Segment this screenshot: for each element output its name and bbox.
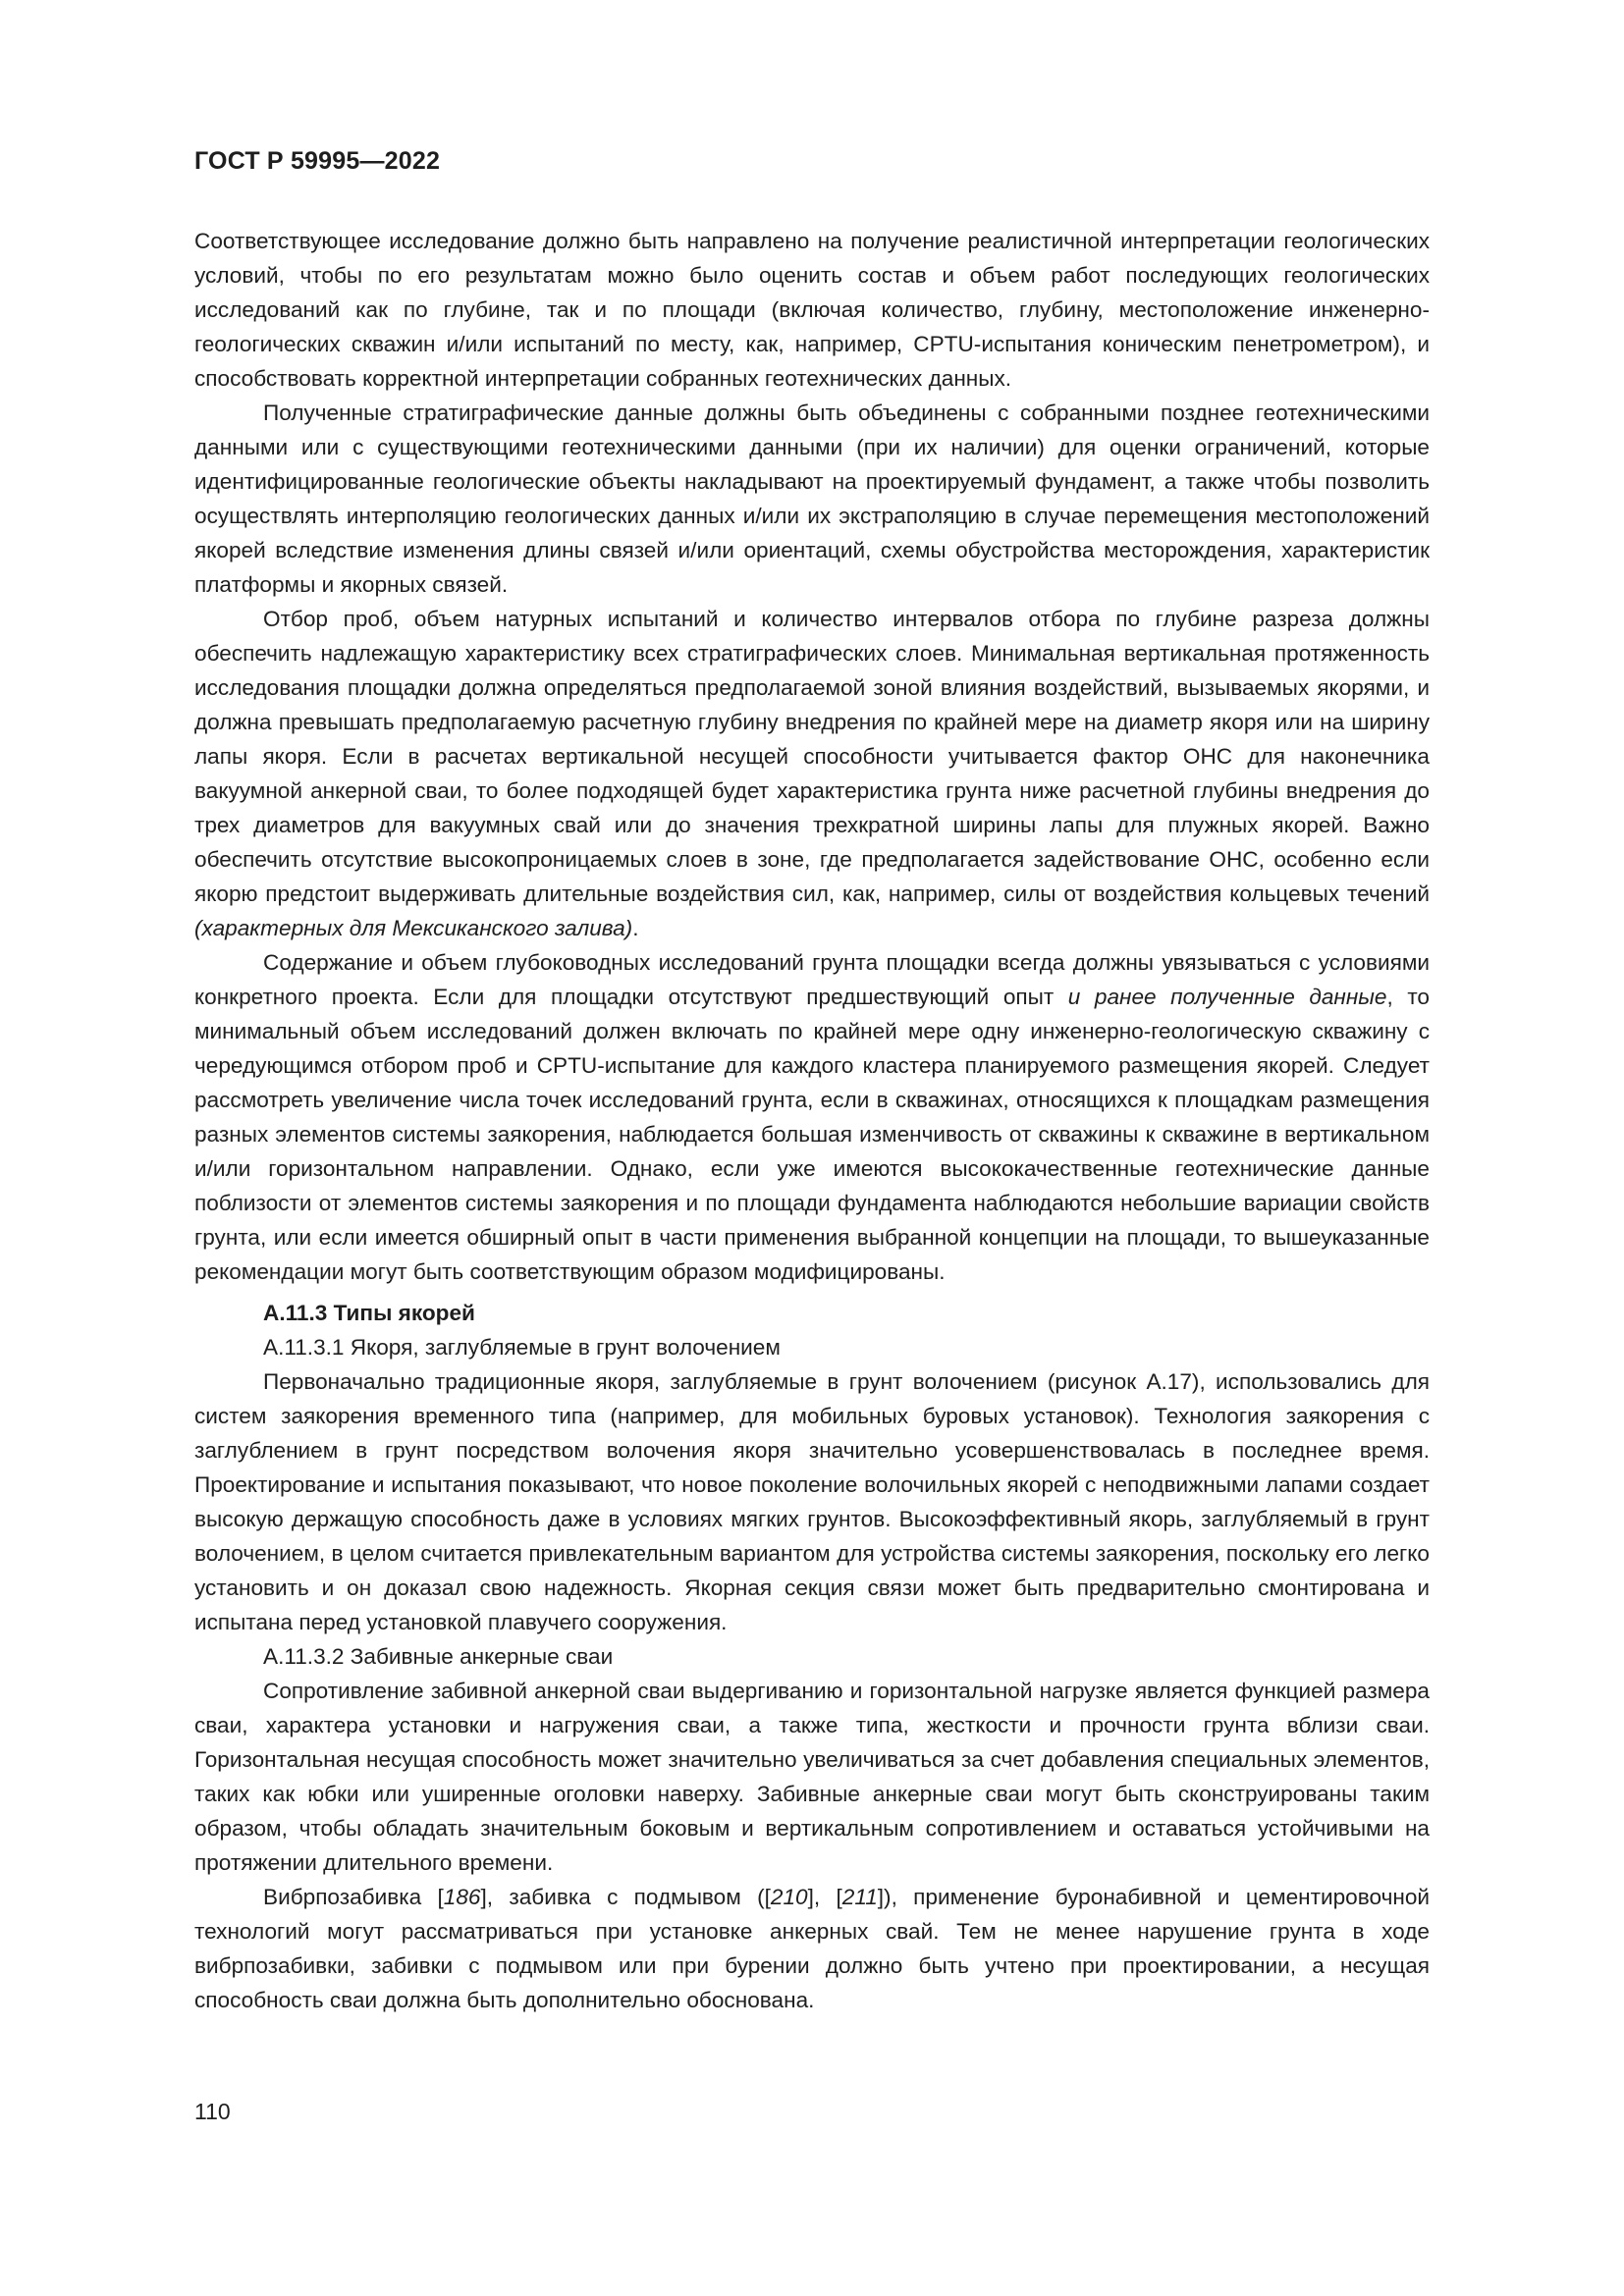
paragraph-4-start: Содержание и объем глубоководных исследований грунта площадки всегда должны увязываться с условиями конкретного проекта. Если для площадки отсутствуют предшествующий опыт [194, 950, 1430, 1009]
paragraph-3 [194, 602, 1430, 945]
paragraph-7 [194, 1880, 1430, 2017]
paragraph-5: Первоначально традиционные якоря, заглубляемые в грунт волочением (рисунок А.17), использовались для систем заякорения временного типа (например, для мобильных буровых установок). Технология заякорения с заглублением в грунт посредством волочения якоря значительно усовершенствовалась в последнее время. Проектирование и испытания показывают, что новое поколение волочильных якорей с неподвижными лапами создает высокую держащую способность даже в условиях мягких грунтов. Высокоэффективный якорь, заглубляемый в грунт волочением, в целом считается привлекательным вариантом для устройства системы заякорения, поскольку его легко установить и он доказал свою надежность. Якорная секция связи может быть предварительно смонтирована и испытана перед установкой плавучего сооружения. [194, 1369, 1430, 1634]
document-body [194, 224, 1430, 2017]
paragraph-7-part-d: ]), применение буронабивной и цементировочной технологий могут рассматриваться при установке анкерных свай. Тем не менее нарушение грунта в ходе вибрпозабивки, забивки с подмывом или при бурении должно быть учтено при проектировании, а несущая способность сваи должна быть дополнительно обоснована. [194, 1885, 1431, 2012]
paragraph-1: Соответствующее исследование должно быть направлено на получение реалистичной интерпретации геологических условий, чтобы по его результатам можно было оценить состав и объем работ последующих геологических исследований как по глубине, так и по площади (включая количество, глубину, местоположение инженерно-геологических скважин и/или испытаний по месту, как, например, CPTU-испытания коническим пенетрометром), и способствовать корректной интерпретации собранных геотехнических данных. [194, 229, 1430, 391]
paragraph-2: Полученные стратиграфические данные должны быть объединены с собранными позднее геотехническими данными или с существующими геотехническими данными (при их наличии) для оценки ограничений, которые идентифицированные геологические объекты накладывают на проектируемый фундамент, а также чтобы позволить осуществлять интерполяцию геологических данных и/или их экстраполяцию в случае перемещения местоположений якорей вследствие изменения длины связей и/или ориентаций, схемы обустройства месторождения, характеристик платформы и якорных связей. [194, 400, 1430, 597]
paragraph-4-end: , то минимальный объем исследований должен включать по крайней мере одну инженерно-геологическую скважину с чередующимся отбором проб и CPTU-испытание для каждого кластера планируемого размещения якорей. Следует рассмотреть увеличение числа точек исследований грунта, если в скважинах, относящихся к площадкам размещения разных элементов системы заякорения, наблюдается большая изменчивость от скважины к скважине в вертикальном и/или горизонтальном направлении. Однако, если уже имеются высококачественные геотехнические данные поблизости от элементов системы заякорения и по площади фундамента наблюдаются небольшие вариации свойств грунта, или если имеется обширный опыт в части применения выбранной концепции на площади, то вышеуказанные рекомендации могут быть соответствующим образом модифицированы. [194, 985, 1430, 1284]
paragraph-4-italic: и ранее полученные данные [1067, 985, 1387, 1009]
paragraph-7-part-b: ], забивка с подмывом ([ [480, 1885, 771, 1909]
paragraph-3-end: . [632, 916, 639, 940]
subsection-heading-a1132: А.11.3.2 Забивные анкерные сваи [263, 1644, 614, 1669]
reference-211: 211 [841, 1885, 878, 1909]
page-number: 110 [194, 2099, 231, 2124]
paragraph-3-text: Отбор проб, объем натурных испытаний и количество интервалов отбора по глубине разреза должны обеспечить надлежащую характеристику всех стратиграфических слоев. Минимальная вертикальная протяженность исследования площадки должна определяться предполагаемой зоной влияния воздействий, вызываемых якорями, и должна превышать предполагаемую расчетную глубину внедрения по крайней мере на диаметр якоря или на ширину лапы якоря. Если в расчетах вертикальной несущей способности учитывается фактор ОНС для наконечника вакуумной анкерной сваи, то более подходящей будет характеристика грунта ниже расчетной глубины внедрения до трех диаметров для вакуумных свай или до значения трехкратной ширины лапы для плужных якорей. Важно обеспечить отсутствие высокопроницаемых слоев в зоне, где предполагается задействование ОНС, особенно если якорю предстоит выдерживать длительные воздействия сил, как, например, силы от воздействия кольцевых течений [194, 607, 1430, 906]
section-heading-a113: А.11.3 Типы якорей [263, 1301, 475, 1325]
paragraph-3-italic: (характерных для Мексиканского залива) [194, 916, 633, 940]
paragraph-7-part-a: Вибрпозабивка [ [263, 1885, 444, 1909]
paragraph-4 [194, 945, 1430, 1289]
reference-186: 186 [443, 1885, 481, 1909]
reference-210: 210 [770, 1885, 808, 1909]
subsection-heading-a1131: А.11.3.1 Якоря, заглубляемые в грунт волочением [263, 1335, 781, 1360]
document-header-title: ГОСТ Р 59995—2022 [194, 147, 441, 175]
paragraph-7-part-c: ], [ [807, 1885, 842, 1909]
paragraph-6: Сопротивление забивной анкерной сваи выдергиванию и горизонтальной нагрузке является функцией размера сваи, характера установки и нагружения сваи, а также типа, жесткости и прочности грунта вблизи сваи. Горизонтальная несущая способность может значительно увеличиваться за счет добавления специальных элементов, таких как юбки или уширенные оголовки наверху. Забивные анкерные сваи могут быть сконструированы таким образом, чтобы обладать значительным боковым и вертикальным сопротивлением и оставаться устойчивыми на протяжении длительного времени. [194, 1679, 1430, 1875]
